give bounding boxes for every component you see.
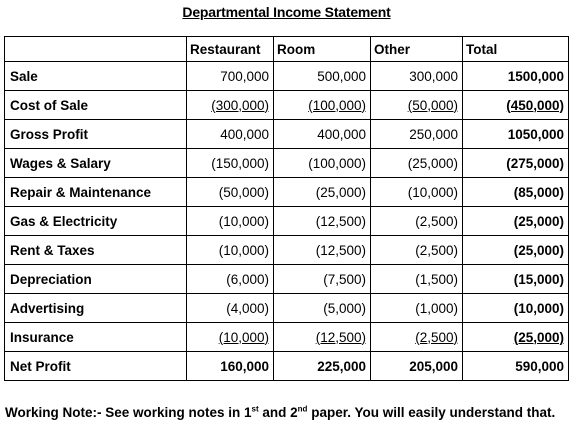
column-header: Restaurant [187,37,274,62]
value-cell [274,178,371,207]
table-row [5,62,569,91]
cell-value: (12,500) [315,213,366,229]
value-cell [371,352,463,381]
cell-value: (450,000) [506,97,564,113]
cell-value: (10,000) [218,213,269,229]
cell-value: (50,000) [407,97,458,113]
cell-value: (2,500) [415,242,458,258]
total-cell [463,91,569,120]
table-row [5,236,569,265]
cell-value: (25,000) [513,329,564,345]
income-statement-table [4,36,569,381]
cell-value: (4,000) [226,300,269,316]
value-cell [371,236,463,265]
value-cell [187,352,274,381]
working-note-sup-1: st [251,404,259,414]
row-label: Gas & Electricity [5,207,187,236]
cell-value: (10,000) [218,329,269,345]
working-note-text-3: paper. You will easily understand that. [307,405,556,420]
header-blank-cell [5,37,187,62]
cell-value: 300,000 [409,68,458,84]
table-row [5,178,569,207]
cell-value: (10,000) [513,300,564,316]
cell-value: (5,000) [323,300,366,316]
header-row [5,37,569,62]
table-row [5,265,569,294]
total-cell [463,149,569,178]
cell-value: (275,000) [506,155,564,171]
cell-value: (12,500) [315,329,366,345]
value-cell [187,178,274,207]
table-row [5,91,569,120]
statement-title: Departmental Income Statement [182,4,391,20]
value-cell [187,62,274,91]
value-cell [274,265,371,294]
cell-value: (10,000) [407,184,458,200]
value-cell [274,149,371,178]
cell-value: (15,000) [513,271,564,287]
cell-value: 250,000 [409,126,458,142]
cell-value: (150,000) [211,155,269,171]
row-label: Wages & Salary [5,149,187,178]
value-cell [371,91,463,120]
cell-value: (100,000) [308,97,366,113]
cell-value: (2,500) [415,213,458,229]
cell-value: (25,000) [513,213,564,229]
column-header: Other [371,37,463,62]
cell-value: (10,000) [218,242,269,258]
cell-value: 500,000 [317,68,366,84]
cell-value: (1,500) [415,271,458,287]
cell-value: 1500,000 [507,68,564,84]
cell-value: (2,500) [415,329,458,345]
table-row [5,207,569,236]
row-label: Gross Profit [5,120,187,149]
row-label: Sale [5,62,187,91]
cell-value: 700,000 [220,68,269,84]
value-cell [187,236,274,265]
working-note-sup-2: nd [297,404,308,414]
total-cell [463,294,569,323]
value-cell [274,352,371,381]
cell-value: (6,000) [226,271,269,287]
value-cell [371,149,463,178]
cell-value: (25,000) [513,242,564,258]
value-cell [371,294,463,323]
value-cell [371,120,463,149]
column-header: Room [274,37,371,62]
cell-value: (100,000) [308,155,366,171]
cell-value: (25,000) [407,155,458,171]
table-row [5,323,569,352]
value-cell [371,62,463,91]
value-cell [187,120,274,149]
cell-value: 205,000 [409,358,458,374]
total-cell [463,352,569,381]
cell-value: (1,000) [415,300,458,316]
row-label: Advertising [5,294,187,323]
cell-value: (25,000) [315,184,366,200]
total-cell [463,207,569,236]
value-cell [274,207,371,236]
cell-value: 1050,000 [507,126,564,142]
value-cell [187,265,274,294]
row-label: Cost of Sale [5,91,187,120]
value-cell [187,149,274,178]
table-row [5,149,569,178]
table-row [5,352,569,381]
value-cell [371,207,463,236]
column-header: Total [463,37,569,62]
value-cell [274,120,371,149]
row-label: Net Profit [5,352,187,381]
cell-value: 160,000 [220,358,269,374]
value-cell [371,265,463,294]
total-cell [463,236,569,265]
value-cell [371,178,463,207]
total-cell [463,62,569,91]
working-note-text: Working Note:- See working notes in 1 [5,405,252,420]
cell-value: (50,000) [218,184,269,200]
value-cell [187,323,274,352]
total-cell [463,178,569,207]
total-cell [463,120,569,149]
table-row [5,294,569,323]
value-cell [274,323,371,352]
value-cell [274,62,371,91]
value-cell [274,294,371,323]
cell-value: (12,500) [315,242,366,258]
cell-value: 590,000 [515,358,564,374]
value-cell [187,294,274,323]
row-label: Rent & Taxes [5,236,187,265]
value-cell [274,236,371,265]
value-cell [274,91,371,120]
cell-value: 400,000 [220,126,269,142]
value-cell [187,207,274,236]
cell-value: (7,500) [323,271,366,287]
row-label: Insurance [5,323,187,352]
working-note-text-2: and 2 [258,405,298,420]
total-cell [463,323,569,352]
cell-value: (300,000) [211,97,269,113]
value-cell [371,323,463,352]
working-note [5,404,565,422]
cell-value: 400,000 [317,126,366,142]
row-label: Depreciation [5,265,187,294]
table-row [5,120,569,149]
row-label: Repair & Maintenance [5,178,187,207]
value-cell [187,91,274,120]
total-cell [463,265,569,294]
cell-value: 225,000 [317,358,366,374]
cell-value: (85,000) [513,184,564,200]
